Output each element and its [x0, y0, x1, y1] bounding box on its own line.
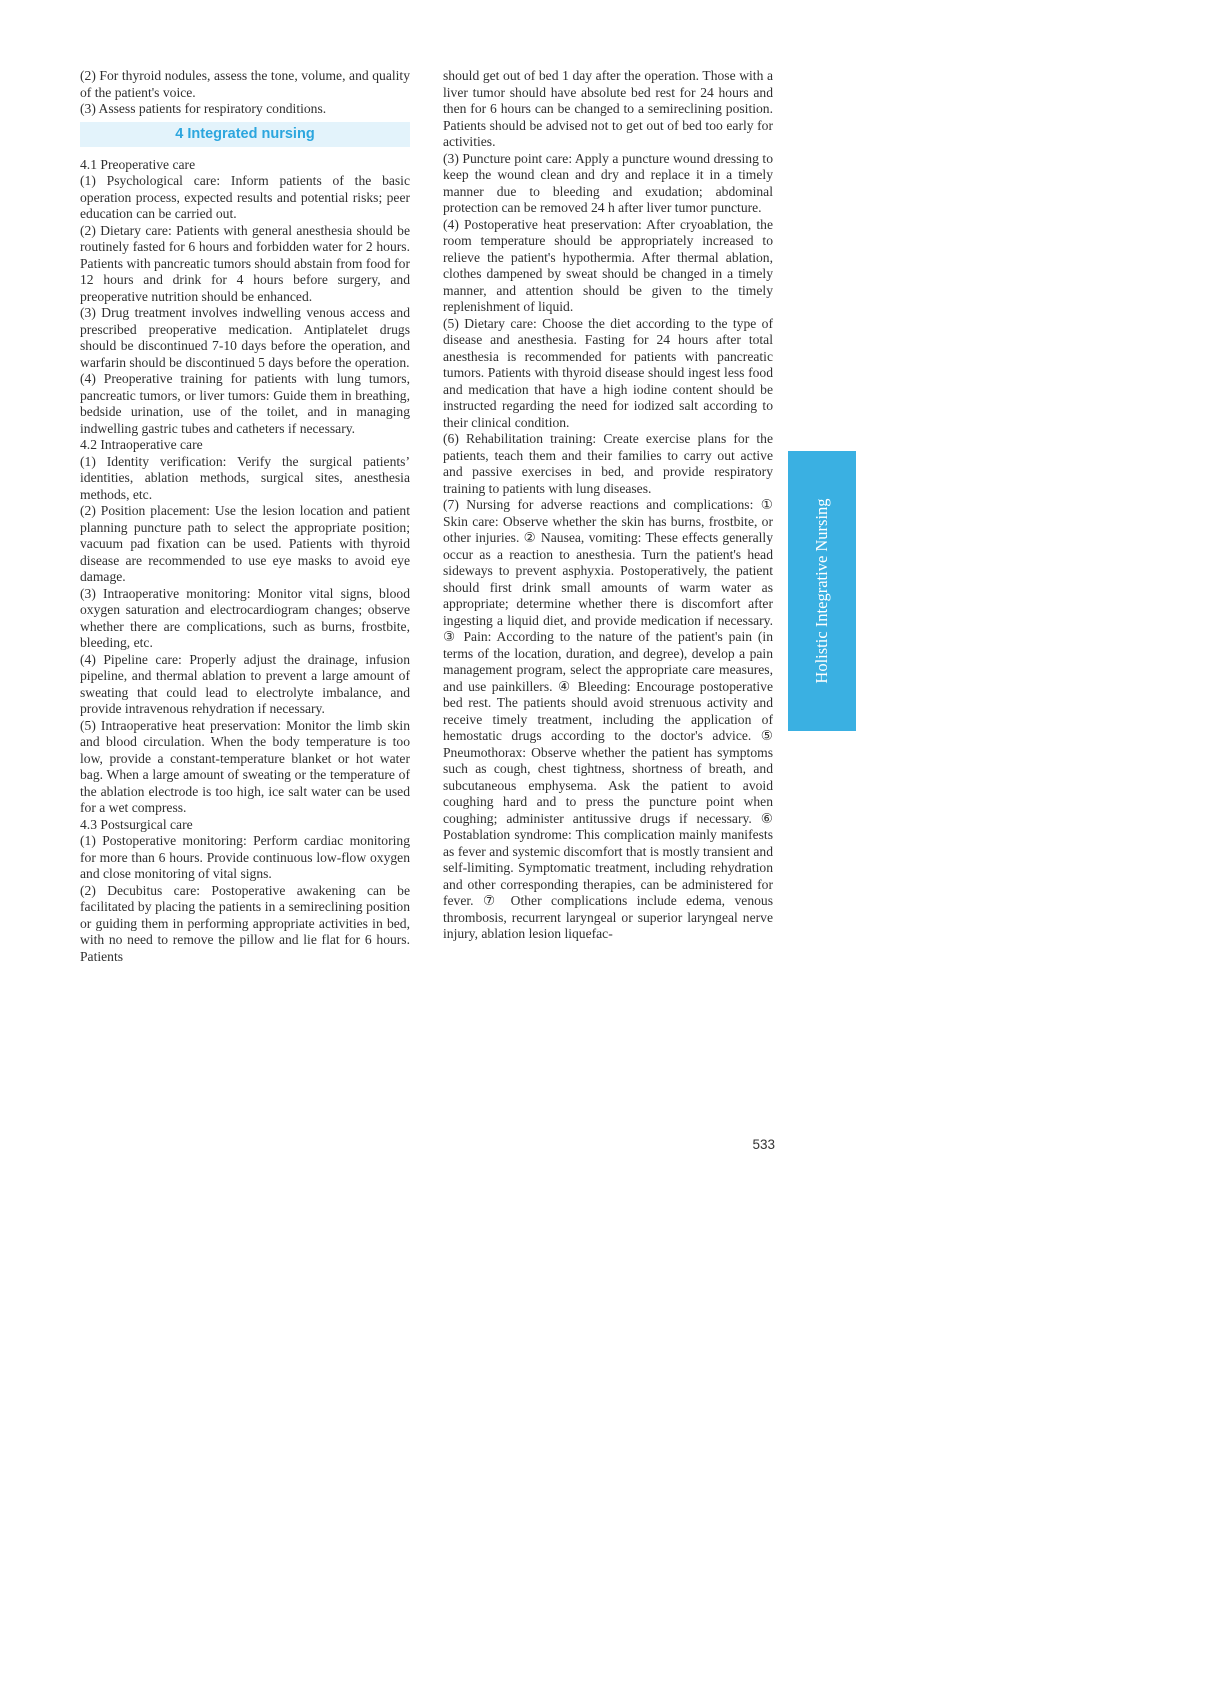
paragraph: (3) Assess patients for respiratory conditions.: [80, 101, 327, 116]
subsection-heading-postsurgical: 4.3 Postsurgical care: [80, 816, 193, 832]
paragraph: (1) Identity verification: Verify the surgical patients’ identities, ablation methods, surgical sites, anesthesia methods, etc.: [80, 453, 410, 502]
paragraph: (7) Nursing for adverse reactions and complications: ① Skin care: Observe whether the skin has burns, frostbite, or other injuries. ② Nausea, vomiting: These effects generally occur as a reaction to anesthesia. Turn the patient's head sideways to prevent asphyxia. Postoperatively, the patient should first drink small amounts of warm water as appropriate; determine whether there is discomfort after ingesting a liquid diet, and provide medication if necessary. ③ Pain: According to the nature of the patient's pain (in terms of the location, duration, and degree), develop a pain management program, select the appropriate care measures, and use painkillers. ④ Bleeding: Encourage postoperative bed rest. The patients should avoid strenuous activity and receive timely treatment, including the application of hemostatic drugs according to the doctor's advice. ⑤ Pneumothorax: Observe whether the patient has symptoms such as cough, chest tightness, shortness of breath, and subcutaneous emphysema. Ask the patient to avoid coughing hard and to press the puncture point when coughing; administer antitussive drugs if necessary. ⑥ Postablation syndrome: This complication mainly manifests as fever and systemic discomfort that is mostly transient and self-limiting. Symptomatic treatment, including rehydration and other corresponding therapies, can be administered for fever. ⑦ Other complications include edema, venous thrombosis, recurrent laryngeal or superior laryngeal nerve injury, ablation lesion liquefac-: [443, 497, 773, 941]
paragraph: (6) Rehabilitation training: Create exercise plans for the patients, teach them and their families to carry out active and passive exercises in bed, and provide respiratory training to patients with lung diseases.: [443, 431, 773, 496]
paragraph: (3) Drug treatment involves indwelling venous access and prescribed preoperative medication. Antiplatelet drugs should be discontinued 7-10 days before the operation, and warfarin should be discontinued 5 days before the operation.: [80, 305, 410, 370]
subsection-heading-intraoperative: 4.2 Intraoperative care: [80, 437, 203, 452]
side-tab: [788, 451, 856, 731]
paragraph: (4) Pipeline care: Properly adjust the drainage, infusion pipeline, and thermal ablation to prevent a large amount of sweating that could lead to electrolyte imbalance, and provide intravenous rehydration if necessary.: [80, 651, 410, 716]
paragraph: (3) Puncture point care: Apply a puncture wound dressing to keep the wound clean and dry and replace it in a timely manner due to bleeding and exudation; abdominal protection can be removed 24 h after liver tumor puncture.: [443, 150, 773, 215]
paragraph: (1) Postoperative monitoring: Perform cardiac monitoring for more than 6 hours. Provide continuous low-flow oxygen and close monitoring of vital signs.: [80, 833, 410, 881]
left-column: [80, 68, 410, 965]
paragraph: (1) Psychological care: Inform patients of the basic operation process, expected results and potential risks; peer education can be carried out.: [80, 173, 410, 221]
paragraph: should get out of bed 1 day after the operation. Those with a liver tumor should have absolute bed rest for 24 hours and then for 6 hours can be changed to a semireclining position. Patients should be advised not to get out of bed too early for activities.: [443, 68, 773, 149]
paragraph: (5) Intraoperative heat preservation: Monitor the limb skin and blood circulation. When the body temperature is too low, provide a constant-temperature blanket or hot water bag. When a large amount of sweating or the temperature of the ablation electrode is too high, ice salt water can be used for a wet compress.: [80, 717, 410, 815]
page-number: 533: [752, 1137, 775, 1152]
paragraph: (2) For thyroid nodules, assess the tone, volume, and quality of the patient's voice.: [80, 68, 410, 100]
side-tab-label: Holistic Integrative Nursing: [812, 498, 831, 684]
paragraph: (3) Intraoperative monitoring: Monitor vital signs, blood oxygen saturation and electrocardiogram changes; observe whether there are complications, such as burns, frostbite, bleeding, etc.: [80, 585, 410, 650]
paragraph: (2) Position placement: Use the lesion location and patient planning puncture path to select the appropriate position; vacuum pad fixation can be used. Patients with thyroid disease are recommended to use eye masks to avoid eye damage.: [80, 503, 410, 584]
paragraph: (2) Dietary care: Patients with general anesthesia should be routinely fasted for 6 hours and forbidden water for 2 hours. Patients with pancreatic tumors should abstain from food for 12 hours and drink for 4 hours before surgery, and preoperative nutrition should be enhanced.: [80, 222, 410, 304]
subsection-heading-preoperative: 4.1 Preoperative care: [80, 156, 196, 172]
paragraph: (5) Dietary care: Choose the diet according to the type of disease and anesthesia. Fasting for 24 hours after total anesthesia is recommended for patients with pancreatic tumors. Patients with thyroid disease should ingest less food and medication that have a high iodine content should be instructed regarding the need for iodized salt according to their clinical condition.: [443, 315, 773, 430]
section-title-banner: 4 Integrated nursing: [80, 122, 410, 147]
paragraph: (4) Preoperative training for patients with lung tumors, pancreatic tumors, or liver tumors: Guide them in breathing, bedside urination, use of the toilet, and in managing indwelling gastric tubes and catheters if necessary.: [80, 371, 410, 436]
paragraph: (4) Postoperative heat preservation: After cryoablation, the room temperature should be appropriately increased to relieve the patient's hypothermia. After thermal ablation, clothes dampened by sweat should be changed in a timely manner, and attention should be given to the timely replenishment of liquid.: [443, 216, 773, 314]
paragraph: (2) Decubitus care: Postoperative awakening can be facilitated by placing the patients in a semireclining position or guiding them in performing appropriate activities in bed, with no need to remove the pillow and lie flat for 6 hours. Patients: [80, 882, 410, 964]
right-column: [443, 68, 773, 943]
